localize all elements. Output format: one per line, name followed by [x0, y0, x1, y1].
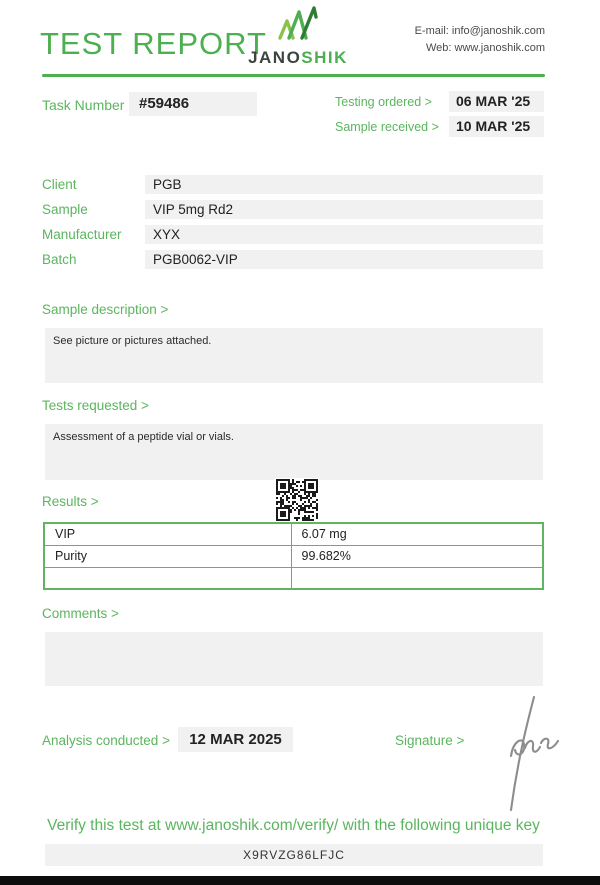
comments-label: Comments > [42, 606, 119, 621]
growth-chart-icon [274, 29, 322, 46]
tests-requested-box [45, 424, 543, 480]
sample-received-label: Sample received > [335, 120, 439, 134]
sample-description-label: Sample description > [42, 302, 169, 317]
result-value: 6.07 mg [291, 523, 543, 545]
result-analyte: Purity [44, 545, 291, 567]
sample-value: VIP 5mg Rd2 [145, 200, 543, 219]
sample-description-text: See picture or pictures attached. [53, 335, 212, 347]
web-label: Web: [425, 42, 452, 54]
testing-ordered-label: Testing ordered > [335, 95, 432, 109]
header-divider [42, 74, 545, 77]
task-number-label: Task Number [42, 97, 125, 113]
manufacturer-label: Manufacturer [42, 227, 122, 242]
batch-label: Batch [42, 252, 77, 267]
contact-email-line [415, 23, 545, 40]
client-label: Client [42, 177, 77, 192]
table-row [44, 567, 543, 589]
client-value: PGB [145, 175, 543, 194]
batch-value: PGB0062-VIP [145, 250, 543, 269]
results-table [43, 522, 544, 590]
task-number-value: #59486 [129, 92, 257, 116]
page-title: TEST REPORT [40, 26, 267, 61]
table-row [44, 523, 543, 545]
brand-name-dark: JANO [248, 48, 302, 67]
manufacturer-value: XYX [145, 225, 543, 244]
qr-code-icon [275, 478, 319, 522]
sample-label: Sample [42, 202, 88, 217]
comments-box [45, 632, 543, 686]
bottom-bar [0, 876, 600, 885]
result-value: 99.682% [291, 545, 543, 567]
signature-image [478, 692, 564, 818]
result-value [291, 567, 543, 589]
testing-ordered-value: 06 MAR '25 [449, 91, 544, 112]
contact-info [415, 23, 545, 57]
unique-key-value: X9RVZG86LFJC [45, 844, 543, 866]
result-analyte [44, 567, 291, 589]
brand-name [233, 48, 363, 68]
contact-web-line [415, 40, 545, 57]
analysis-conducted-label: Analysis conducted > [42, 733, 170, 748]
verify-text: Verify this test at www.janoshik.com/verify/ with the following unique key [47, 817, 540, 834]
email-label: E-mail: [414, 25, 449, 37]
brand-name-green: SHIK [301, 48, 348, 67]
table-row [44, 545, 543, 567]
result-analyte: VIP [44, 523, 291, 545]
tests-requested-text: Assessment of a peptide vial or vials. [53, 431, 234, 443]
sample-description-box [45, 328, 543, 383]
tests-requested-label: Tests requested > [42, 398, 149, 413]
web-value: www.janoshik.com [454, 42, 545, 54]
sample-received-value: 10 MAR '25 [449, 116, 544, 137]
results-label: Results > [42, 494, 99, 509]
signature-label: Signature > [395, 733, 465, 748]
analysis-date-value: 12 MAR 2025 [178, 727, 293, 752]
brand-logo [233, 5, 363, 68]
email-value: info@janoshik.com [451, 25, 545, 37]
